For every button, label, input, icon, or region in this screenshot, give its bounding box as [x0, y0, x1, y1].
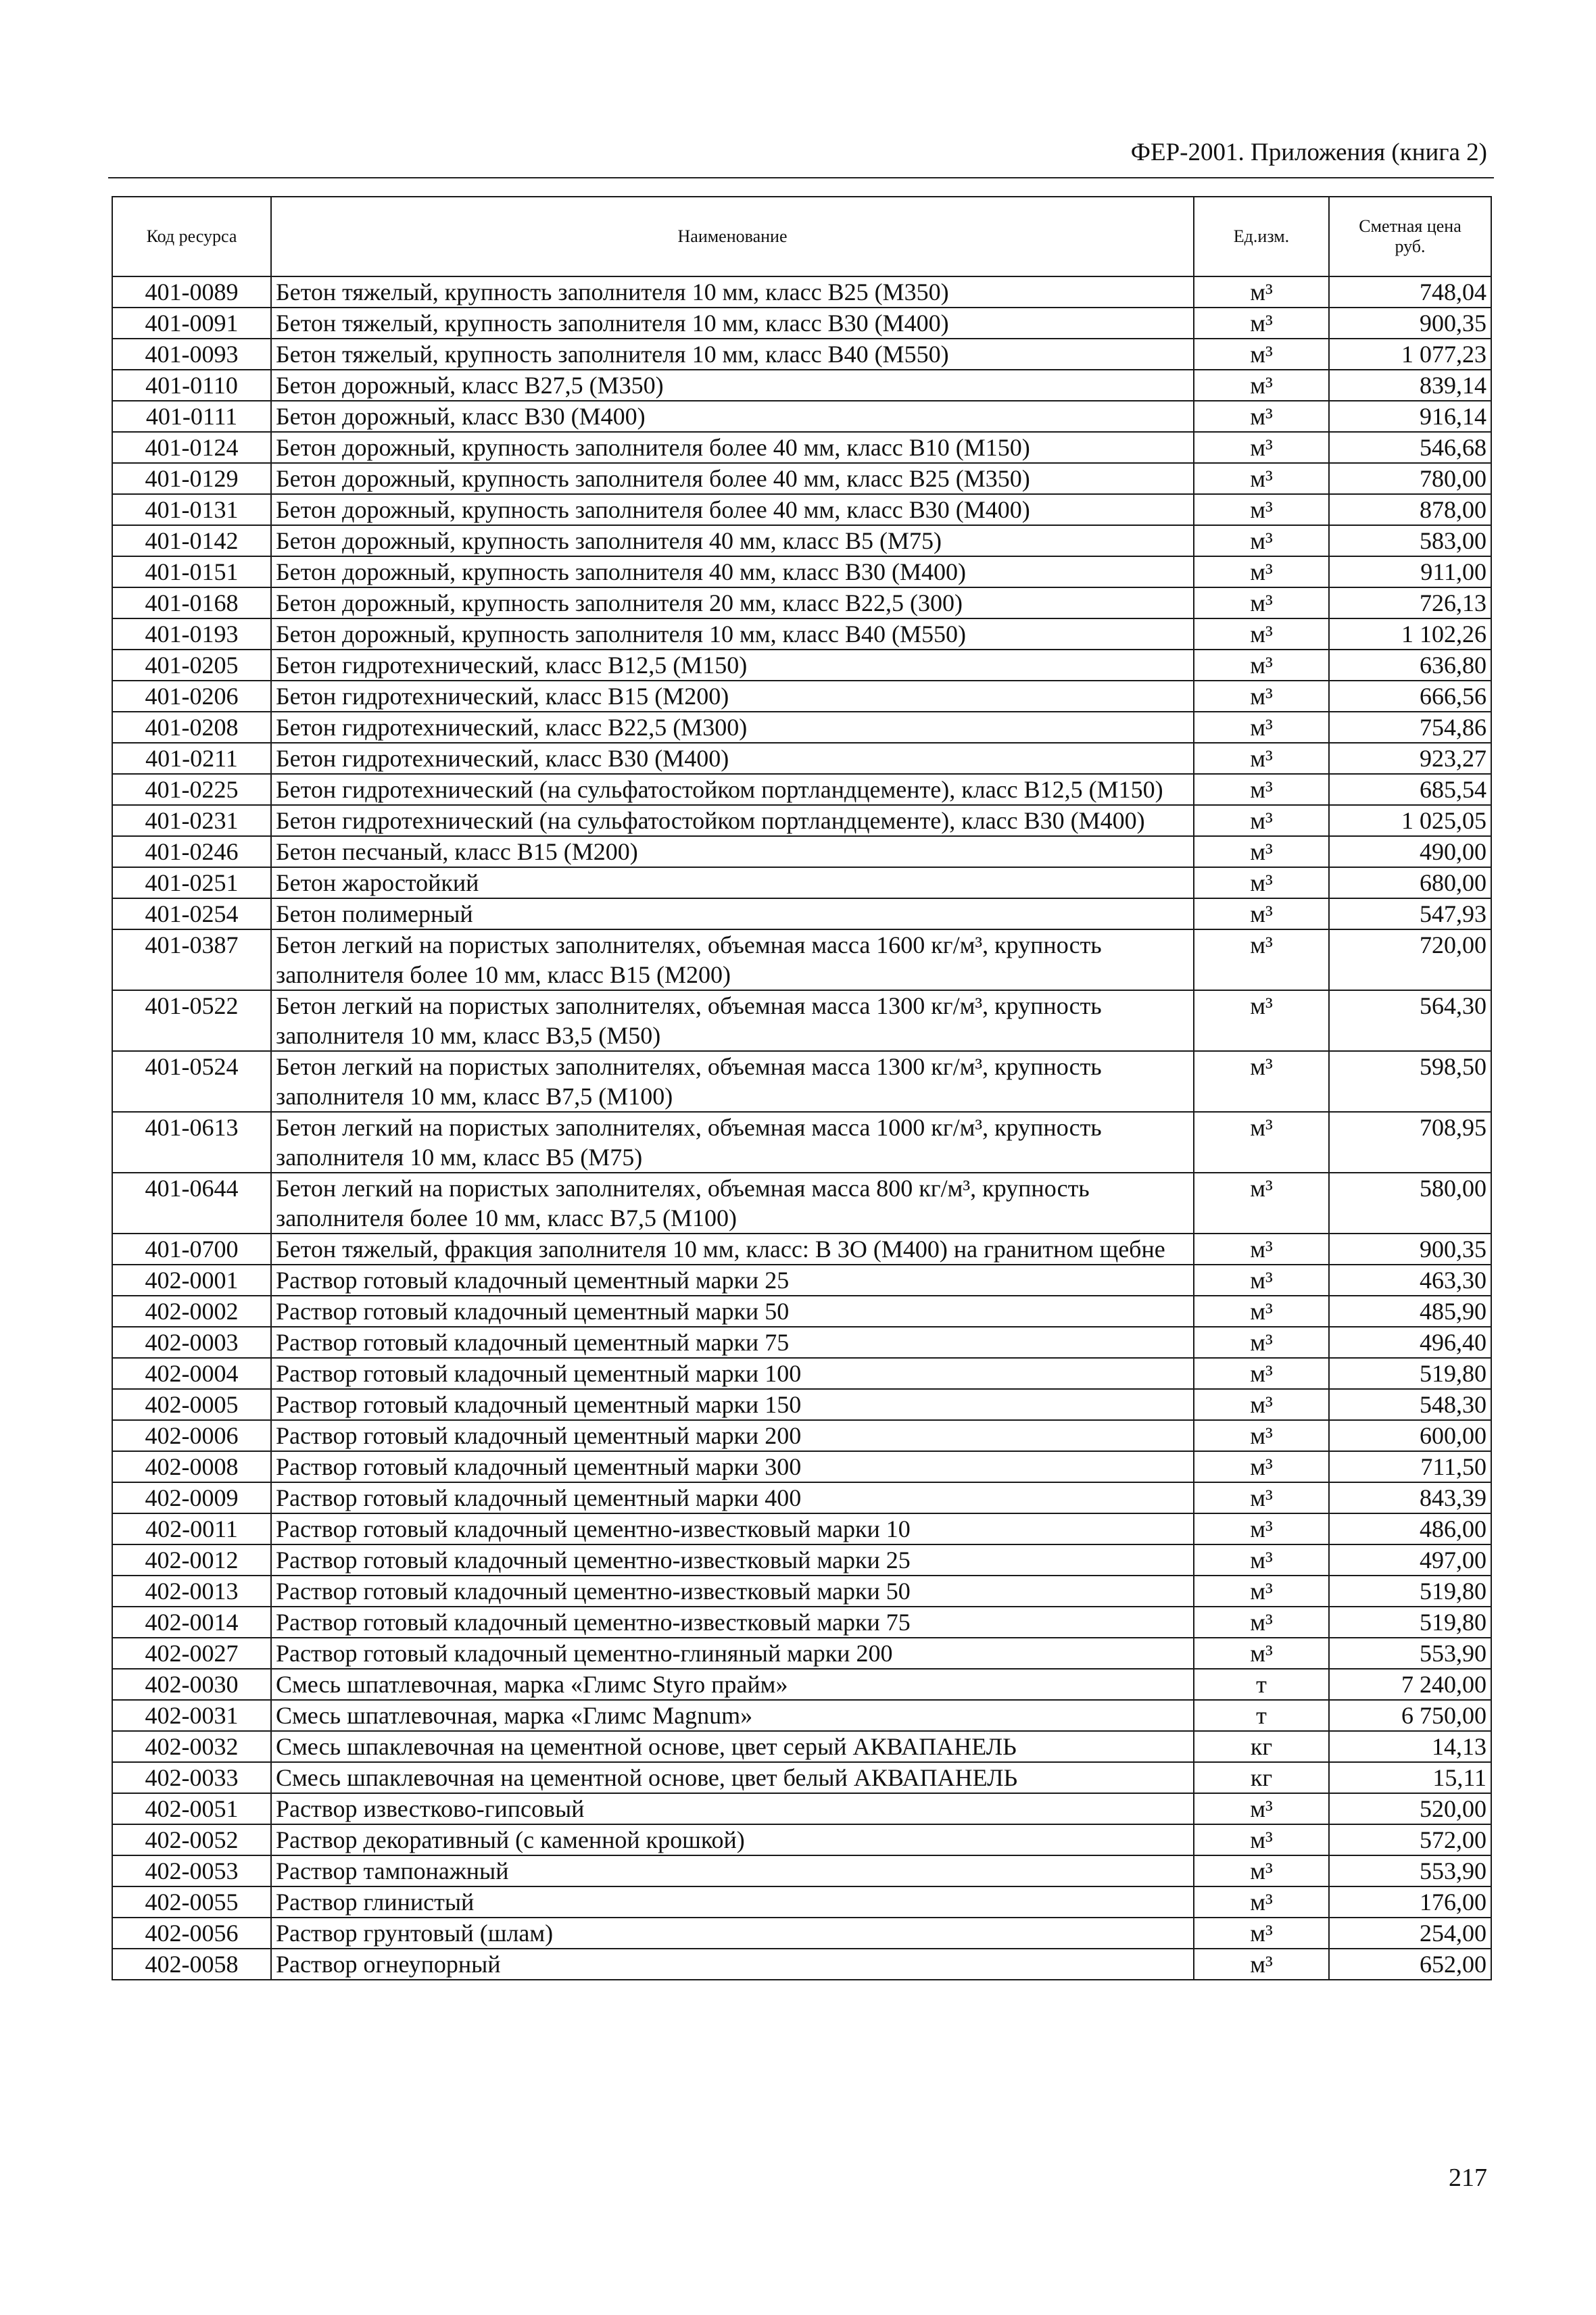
price-cell: 548,30 [1329, 1389, 1491, 1420]
price-cell: 600,00 [1329, 1420, 1491, 1451]
price-cell: 1 102,26 [1329, 618, 1491, 650]
resource-name-cell: Смесь шпатлевочная, марка «Глимс Styro прайм» [271, 1669, 1194, 1700]
price-cell: 911,00 [1329, 556, 1491, 587]
column-header-name: Наименование [271, 197, 1194, 276]
column-header-price: Сметная цена руб. [1329, 197, 1491, 276]
resource-code-cell: 402-0052 [112, 1824, 271, 1855]
price-cell: 598,50 [1329, 1051, 1491, 1112]
resource-code-cell: 402-0058 [112, 1949, 271, 1980]
table-body [112, 276, 1491, 1980]
price-cell: 680,00 [1329, 867, 1491, 898]
resource-name-cell: Раствор готовый кладочный цементный марки 25 [271, 1265, 1194, 1296]
resource-code-cell: 401-0254 [112, 898, 271, 929]
resource-name-cell: Бетон тяжелый, крупность заполнителя 10 мм, класс В25 (М350) [271, 276, 1194, 308]
price-cell: 553,90 [1329, 1638, 1491, 1669]
resource-code-cell: 401-0206 [112, 681, 271, 712]
unit-cell: м³ [1194, 1638, 1329, 1669]
resource-code-cell: 401-0124 [112, 432, 271, 463]
unit-cell: м³ [1194, 1607, 1329, 1638]
resource-code-cell: 401-0142 [112, 525, 271, 556]
resource-code-cell: 402-0009 [112, 1482, 271, 1513]
price-cell: 519,80 [1329, 1358, 1491, 1389]
price-cell: 748,04 [1329, 276, 1491, 308]
table-row [112, 1793, 1491, 1824]
resource-name-cell: Раствор готовый кладочный цементно-известковый марки 10 [271, 1513, 1194, 1544]
unit-cell: м³ [1194, 1576, 1329, 1607]
table-row [112, 929, 1491, 990]
price-cell: 720,00 [1329, 929, 1491, 990]
table-row [112, 1327, 1491, 1358]
page-header-title: ФЕР-2001. Приложения (книга 2) [1130, 139, 1487, 166]
table-row [112, 1451, 1491, 1482]
table-row [112, 1544, 1491, 1576]
table-row [112, 712, 1491, 743]
table-row [112, 525, 1491, 556]
resource-name-cell: Бетон дорожный, крупность заполнителя более 40 мм, класс В10 (М150) [271, 432, 1194, 463]
price-cell: 839,14 [1329, 370, 1491, 401]
resource-code-cell: 402-0004 [112, 1358, 271, 1389]
price-cell: 519,80 [1329, 1607, 1491, 1638]
table-row [112, 867, 1491, 898]
resource-name-cell: Бетон дорожный, крупность заполнителя 40 мм, класс В5 (М75) [271, 525, 1194, 556]
price-cell: 14,13 [1329, 1731, 1491, 1762]
table-row [112, 494, 1491, 525]
resource-code-cell: 402-0002 [112, 1296, 271, 1327]
resource-code-cell: 401-0700 [112, 1234, 271, 1265]
price-cell: 519,80 [1329, 1576, 1491, 1607]
resource-name-cell: Бетон гидротехнический (на сульфатостойком портландцементе), класс В12,5 (М150) [271, 774, 1194, 805]
unit-cell: м³ [1194, 339, 1329, 370]
price-cell: 485,90 [1329, 1296, 1491, 1327]
header-divider [108, 177, 1494, 178]
resource-name-cell: Раствор известково-гипсовый [271, 1793, 1194, 1824]
price-cell: 176,00 [1329, 1886, 1491, 1918]
resource-name-cell: Бетон дорожный, крупность заполнителя 40 мм, класс В30 (М400) [271, 556, 1194, 587]
table-header-row [112, 197, 1491, 276]
resource-price-table [112, 196, 1492, 1980]
resource-name-cell: Раствор готовый кладочный цементный марки 150 [271, 1389, 1194, 1420]
table-row [112, 1700, 1491, 1731]
resource-code-cell: 402-0027 [112, 1638, 271, 1669]
unit-cell: м³ [1194, 836, 1329, 867]
resource-code-cell: 401-0093 [112, 339, 271, 370]
resource-name-cell: Бетон гидротехнический, класс В30 (М400) [271, 743, 1194, 774]
resource-name-cell: Раствор огнеупорный [271, 1949, 1194, 1980]
resource-code-cell: 401-0129 [112, 463, 271, 494]
table-row [112, 1234, 1491, 1265]
unit-cell: м³ [1194, 1918, 1329, 1949]
table-row [112, 432, 1491, 463]
resource-name-cell: Бетон гидротехнический (на сульфатостойком портландцементе), класс В30 (М400) [271, 805, 1194, 836]
table-row [112, 1482, 1491, 1513]
resource-code-cell: 401-0131 [112, 494, 271, 525]
table-row [112, 463, 1491, 494]
unit-cell: м³ [1194, 805, 1329, 836]
resource-code-cell: 402-0011 [112, 1513, 271, 1544]
price-cell: 553,90 [1329, 1855, 1491, 1886]
table-row [112, 401, 1491, 432]
unit-cell: м³ [1194, 1265, 1329, 1296]
resource-name-cell: Бетон легкий на пористых заполнителях, объемная масса 1300 кг/м³, крупность заполнителя 10 мм, класс В3,5 (М50) [271, 990, 1194, 1051]
resource-code-cell: 402-0033 [112, 1762, 271, 1793]
table-row [112, 1265, 1491, 1296]
unit-cell: м³ [1194, 494, 1329, 525]
price-cell: 878,00 [1329, 494, 1491, 525]
table-row [112, 587, 1491, 618]
price-cell: 711,50 [1329, 1451, 1491, 1482]
unit-cell: кг [1194, 1762, 1329, 1793]
unit-cell: м³ [1194, 432, 1329, 463]
price-cell: 1 077,23 [1329, 339, 1491, 370]
resource-name-cell: Бетон дорожный, крупность заполнителя более 40 мм, класс В25 (М350) [271, 463, 1194, 494]
unit-cell: м³ [1194, 556, 1329, 587]
table-row [112, 1855, 1491, 1886]
table-row [112, 1949, 1491, 1980]
unit-cell: м³ [1194, 1451, 1329, 1482]
resource-name-cell: Раствор готовый кладочный цементный марки 75 [271, 1327, 1194, 1358]
resource-code-cell: 401-0251 [112, 867, 271, 898]
unit-cell: м³ [1194, 1051, 1329, 1112]
resource-code-cell: 402-0012 [112, 1544, 271, 1576]
price-cell: 916,14 [1329, 401, 1491, 432]
unit-cell: м³ [1194, 308, 1329, 339]
price-cell: 726,13 [1329, 587, 1491, 618]
resource-code-cell: 401-0387 [112, 929, 271, 990]
resource-code-cell: 402-0051 [112, 1793, 271, 1824]
table-row [112, 1886, 1491, 1918]
resource-name-cell: Бетон дорожный, крупность заполнителя 10 мм, класс В40 (М550) [271, 618, 1194, 650]
resource-code-cell: 401-0644 [112, 1173, 271, 1234]
unit-cell: м³ [1194, 276, 1329, 308]
unit-cell: т [1194, 1700, 1329, 1731]
resource-code-cell: 402-0006 [112, 1420, 271, 1451]
column-header-code: Код ресурса [112, 197, 271, 276]
resource-name-cell: Бетон легкий на пористых заполнителях, объемная масса 1000 кг/м³, крупность заполнителя 10 мм, класс В5 (М75) [271, 1112, 1194, 1173]
price-cell: 564,30 [1329, 990, 1491, 1051]
table-row [112, 1638, 1491, 1669]
table-row [112, 1918, 1491, 1949]
unit-cell: м³ [1194, 1824, 1329, 1855]
unit-cell: м³ [1194, 401, 1329, 432]
table-row [112, 1762, 1491, 1793]
table-row [112, 1389, 1491, 1420]
table-row [112, 339, 1491, 370]
unit-cell: м³ [1194, 1173, 1329, 1234]
unit-cell: м³ [1194, 1793, 1329, 1824]
resource-code-cell: 402-0055 [112, 1886, 271, 1918]
table-row [112, 1731, 1491, 1762]
resource-code-cell: 401-0168 [112, 587, 271, 618]
resource-name-cell: Смесь шпаклевочная на цементной основе, цвет серый АКВАПАНЕЛЬ [271, 1731, 1194, 1762]
resource-code-cell: 402-0031 [112, 1700, 271, 1731]
resource-code-cell: 401-0151 [112, 556, 271, 587]
price-cell: 496,40 [1329, 1327, 1491, 1358]
unit-cell: м³ [1194, 774, 1329, 805]
resource-code-cell: 401-0231 [112, 805, 271, 836]
table-row [112, 1051, 1491, 1112]
page-number: 217 [1449, 2164, 1487, 2192]
price-cell: 1 025,05 [1329, 805, 1491, 836]
resource-name-cell: Раствор готовый кладочный цементно-глиняный марки 200 [271, 1638, 1194, 1669]
resource-code-cell: 401-0110 [112, 370, 271, 401]
table-row [112, 370, 1491, 401]
resource-name-cell: Раствор готовый кладочный цементно-известковый марки 25 [271, 1544, 1194, 1576]
resource-code-cell: 402-0056 [112, 1918, 271, 1949]
price-cell: 572,00 [1329, 1824, 1491, 1855]
unit-cell: м³ [1194, 618, 1329, 650]
resource-name-cell: Бетон гидротехнический, класс В15 (М200) [271, 681, 1194, 712]
resource-code-cell: 402-0003 [112, 1327, 271, 1358]
unit-cell: м³ [1194, 525, 1329, 556]
unit-cell: м³ [1194, 463, 1329, 494]
table-row [112, 774, 1491, 805]
price-cell: 490,00 [1329, 836, 1491, 867]
unit-cell: м³ [1194, 1327, 1329, 1358]
resource-name-cell: Бетон легкий на пористых заполнителях, объемная масса 1300 кг/м³, крупность заполнителя 10 мм, класс В7,5 (М100) [271, 1051, 1194, 1112]
price-cell: 708,95 [1329, 1112, 1491, 1173]
unit-cell: м³ [1194, 1389, 1329, 1420]
price-cell: 580,00 [1329, 1173, 1491, 1234]
resource-name-cell: Бетон дорожный, класс В27,5 (М350) [271, 370, 1194, 401]
table-row [112, 1296, 1491, 1327]
resource-name-cell: Раствор готовый кладочный цементный марки 200 [271, 1420, 1194, 1451]
resource-name-cell: Раствор готовый кладочный цементный марки 50 [271, 1296, 1194, 1327]
resource-code-cell: 401-0193 [112, 618, 271, 650]
unit-cell: т [1194, 1669, 1329, 1700]
price-cell: 843,39 [1329, 1482, 1491, 1513]
price-cell: 900,35 [1329, 1234, 1491, 1265]
table-row [112, 1358, 1491, 1389]
resource-name-cell: Раствор готовый кладочный цементный марки 400 [271, 1482, 1194, 1513]
table-row [112, 898, 1491, 929]
resource-code-cell: 401-0111 [112, 401, 271, 432]
unit-cell: м³ [1194, 743, 1329, 774]
price-cell: 546,68 [1329, 432, 1491, 463]
unit-cell: м³ [1194, 712, 1329, 743]
resource-name-cell: Раствор готовый кладочный цементный марки 100 [271, 1358, 1194, 1389]
resource-name-cell: Раствор готовый кладочный цементно-известковый марки 50 [271, 1576, 1194, 1607]
unit-cell: м³ [1194, 681, 1329, 712]
resource-code-cell: 401-0205 [112, 650, 271, 681]
resource-name-cell: Бетон легкий на пористых заполнителях, объемная масса 1600 кг/м³, крупность заполнителя более 10 мм, класс В15 (М200) [271, 929, 1194, 990]
unit-cell: кг [1194, 1731, 1329, 1762]
unit-cell: м³ [1194, 1358, 1329, 1389]
price-cell: 254,00 [1329, 1918, 1491, 1949]
table-row [112, 1420, 1491, 1451]
resource-name-cell: Бетон полимерный [271, 898, 1194, 929]
price-cell: 780,00 [1329, 463, 1491, 494]
table-row [112, 681, 1491, 712]
price-cell: 652,00 [1329, 1949, 1491, 1980]
resource-code-cell: 401-0524 [112, 1051, 271, 1112]
price-cell: 636,80 [1329, 650, 1491, 681]
table-row [112, 556, 1491, 587]
unit-cell: м³ [1194, 1482, 1329, 1513]
table-row [112, 805, 1491, 836]
resource-name-cell: Бетон песчаный, класс В15 (М200) [271, 836, 1194, 867]
unit-cell: м³ [1194, 1886, 1329, 1918]
table-row [112, 743, 1491, 774]
resource-name-cell: Раствор грунтовый (шлам) [271, 1918, 1194, 1949]
resource-name-cell: Бетон тяжелый, крупность заполнителя 10 мм, класс В30 (М400) [271, 308, 1194, 339]
resource-name-cell: Бетон гидротехнический, класс В12,5 (М150) [271, 650, 1194, 681]
resource-name-cell: Бетон тяжелый, фракция заполнителя 10 мм, класс: В 3О (М400) на гранитном щебне [271, 1234, 1194, 1265]
price-cell: 6 750,00 [1329, 1700, 1491, 1731]
resource-code-cell: 401-0208 [112, 712, 271, 743]
table-row [112, 308, 1491, 339]
price-cell: 685,54 [1329, 774, 1491, 805]
resource-code-cell: 401-0225 [112, 774, 271, 805]
price-cell: 547,93 [1329, 898, 1491, 929]
unit-cell: м³ [1194, 867, 1329, 898]
resource-name-cell: Бетон гидротехнический, класс В22,5 (М300) [271, 712, 1194, 743]
price-cell: 463,30 [1329, 1265, 1491, 1296]
table-row [112, 276, 1491, 308]
resource-name-cell: Бетон жаростойкий [271, 867, 1194, 898]
resource-name-cell: Бетон легкий на пористых заполнителях, объемная масса 800 кг/м³, крупность заполнителя более 10 мм, класс В7,5 (М100) [271, 1173, 1194, 1234]
resource-name-cell: Бетон тяжелый, крупность заполнителя 10 мм, класс В40 (М550) [271, 339, 1194, 370]
resource-code-cell: 401-0089 [112, 276, 271, 308]
table-row [112, 650, 1491, 681]
resource-code-cell: 402-0030 [112, 1669, 271, 1700]
resource-name-cell: Раствор глинистый [271, 1886, 1194, 1918]
resource-code-cell: 402-0005 [112, 1389, 271, 1420]
resource-code-cell: 402-0008 [112, 1451, 271, 1482]
resource-code-cell: 402-0013 [112, 1576, 271, 1607]
resource-name-cell: Смесь шпатлевочная, марка «Глимс Magnum» [271, 1700, 1194, 1731]
table-row [112, 618, 1491, 650]
unit-cell: м³ [1194, 1234, 1329, 1265]
table-row [112, 1669, 1491, 1700]
resource-code-cell: 402-0032 [112, 1731, 271, 1762]
resource-name-cell: Раствор декоративный (с каменной крошкой) [271, 1824, 1194, 1855]
price-cell: 15,11 [1329, 1762, 1491, 1793]
unit-cell: м³ [1194, 1296, 1329, 1327]
resource-name-cell: Бетон дорожный, крупность заполнителя 20 мм, класс В22,5 (300) [271, 587, 1194, 618]
resource-code-cell: 401-0211 [112, 743, 271, 774]
resource-code-cell: 401-0246 [112, 836, 271, 867]
resource-code-cell: 402-0001 [112, 1265, 271, 1296]
unit-cell: м³ [1194, 1112, 1329, 1173]
resource-code-cell: 402-0014 [112, 1607, 271, 1638]
table-row [112, 1824, 1491, 1855]
column-header-unit: Ед.изм. [1194, 197, 1329, 276]
price-cell: 666,56 [1329, 681, 1491, 712]
resource-name-cell: Смесь шпаклевочная на цементной основе, цвет белый АКВАПАНЕЛЬ [271, 1762, 1194, 1793]
resource-code-cell: 402-0053 [112, 1855, 271, 1886]
unit-cell: м³ [1194, 898, 1329, 929]
resource-code-cell: 401-0613 [112, 1112, 271, 1173]
unit-cell: м³ [1194, 370, 1329, 401]
price-cell: 497,00 [1329, 1544, 1491, 1576]
unit-cell: м³ [1194, 1513, 1329, 1544]
table-row [112, 1513, 1491, 1544]
unit-cell: м³ [1194, 1544, 1329, 1576]
unit-cell: м³ [1194, 1855, 1329, 1886]
unit-cell: м³ [1194, 1420, 1329, 1451]
resource-name-cell: Бетон дорожный, крупность заполнителя более 40 мм, класс В30 (М400) [271, 494, 1194, 525]
price-cell: 583,00 [1329, 525, 1491, 556]
price-cell: 754,86 [1329, 712, 1491, 743]
price-cell: 486,00 [1329, 1513, 1491, 1544]
price-cell: 923,27 [1329, 743, 1491, 774]
table-row [112, 836, 1491, 867]
table-row [112, 1173, 1491, 1234]
table-row [112, 1607, 1491, 1638]
price-cell: 900,35 [1329, 308, 1491, 339]
unit-cell: м³ [1194, 650, 1329, 681]
resource-name-cell: Раствор готовый кладочный цементно-известковый марки 75 [271, 1607, 1194, 1638]
unit-cell: м³ [1194, 587, 1329, 618]
table-row [112, 990, 1491, 1051]
unit-cell: м³ [1194, 990, 1329, 1051]
table-row [112, 1112, 1491, 1173]
resource-name-cell: Бетон дорожный, класс В30 (М400) [271, 401, 1194, 432]
resource-code-cell: 401-0522 [112, 990, 271, 1051]
price-cell: 520,00 [1329, 1793, 1491, 1824]
unit-cell: м³ [1194, 1949, 1329, 1980]
price-cell: 7 240,00 [1329, 1669, 1491, 1700]
resource-code-cell: 401-0091 [112, 308, 271, 339]
unit-cell: м³ [1194, 929, 1329, 990]
table-row [112, 1576, 1491, 1607]
resource-name-cell: Раствор готовый кладочный цементный марки 300 [271, 1451, 1194, 1482]
resource-name-cell: Раствор тампонажный [271, 1855, 1194, 1886]
